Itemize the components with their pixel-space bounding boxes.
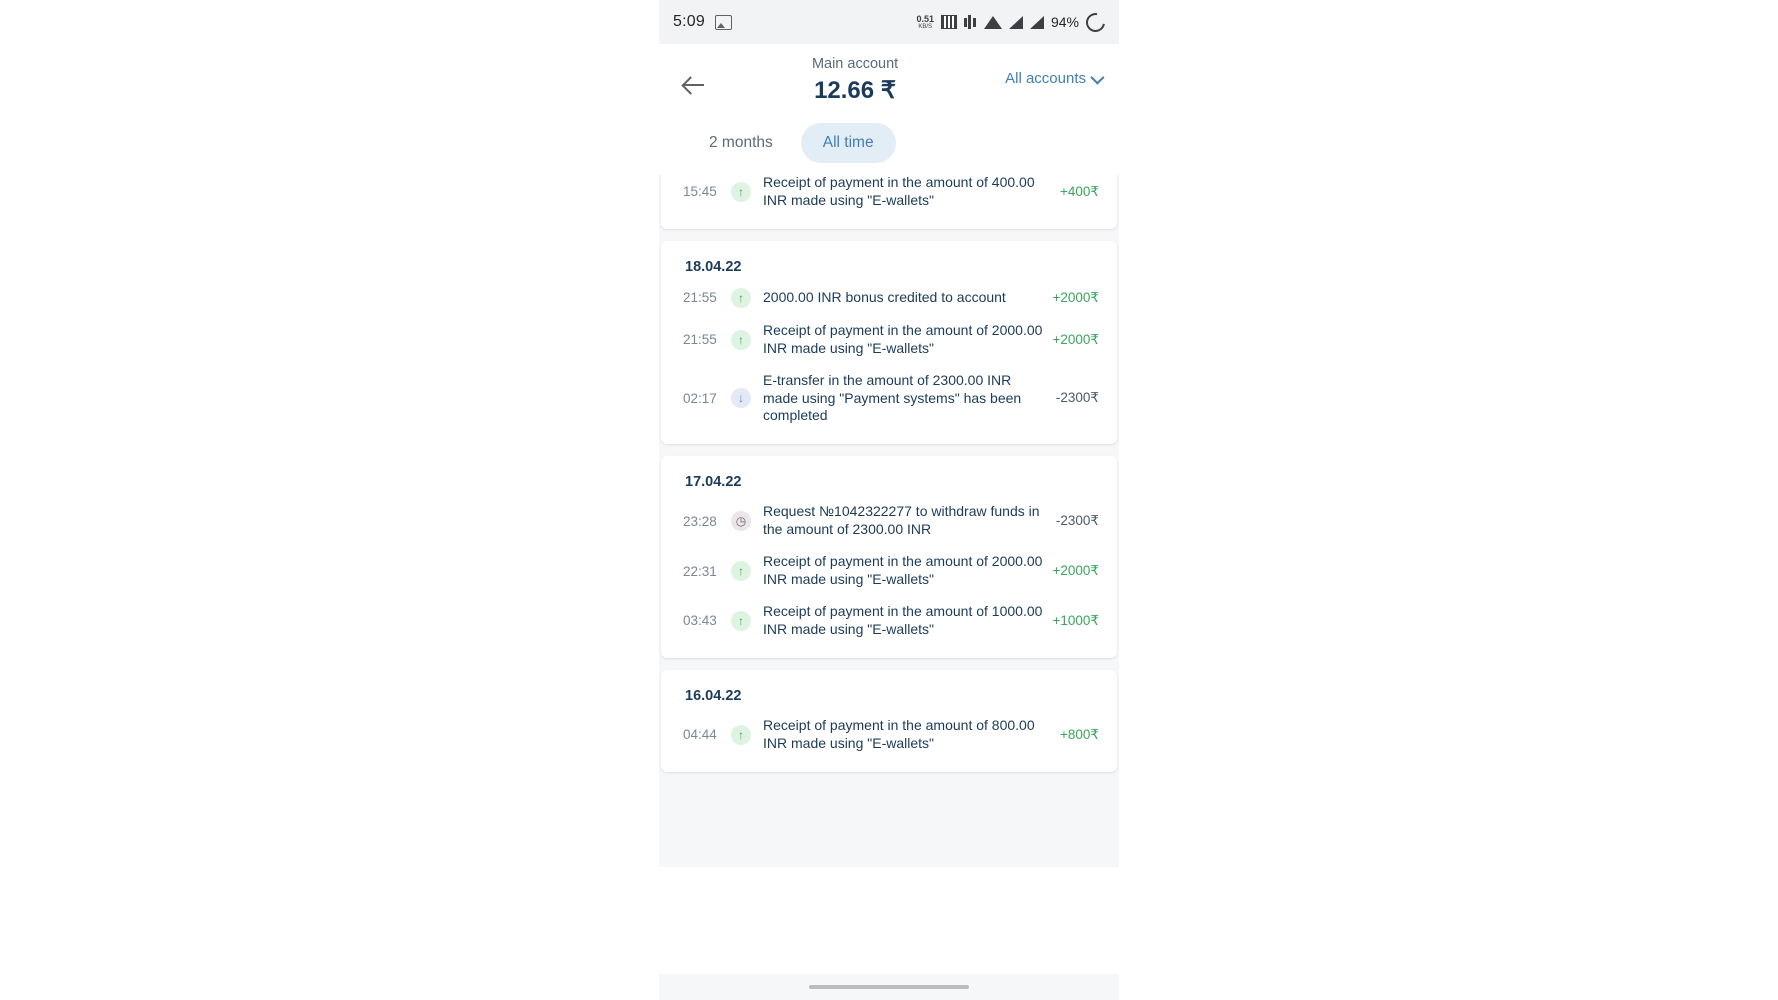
- transaction-description: 2000.00 INR bonus credited to account: [763, 288, 1006, 305]
- transaction-description: Receipt of payment in the amount of 800.00 INR made using "E-wallets": [763, 716, 1035, 751]
- transaction-row[interactable]: [667, 365, 1111, 433]
- transaction-description: Receipt of payment in the amount of 2000.00 INR made using "E-wallets": [763, 321, 1043, 356]
- account-balance: 12.66 ₹: [814, 77, 897, 104]
- transaction-group: [661, 456, 1117, 657]
- transaction-time: 03:43: [683, 613, 717, 629]
- transaction-description: Receipt of payment in the amount of 2000.00 INR made using "E-wallets": [763, 553, 1043, 588]
- all-accounts-selector[interactable]: [1005, 70, 1101, 87]
- chevron-down-icon: [1090, 70, 1104, 84]
- transaction-amount: +800₹: [1060, 726, 1099, 742]
- status-bar-clock: 5:09: [673, 13, 705, 30]
- transaction-time: 21:55: [683, 332, 717, 348]
- transaction-amount: +2000₹: [1052, 331, 1099, 347]
- phone-screen: [659, 0, 1119, 1000]
- transaction-description: Request №1042322277 to withdraw funds in the amount of 2300.00 INR: [763, 503, 1040, 538]
- tab-2-months[interactable]: 2 months: [709, 134, 773, 151]
- transaction-row[interactable]: [667, 496, 1111, 546]
- arrow-up-icon: ↑: [731, 725, 751, 745]
- back-arrow-icon: [684, 84, 704, 86]
- transaction-time: 15:45: [683, 184, 717, 200]
- transaction-group-date: 16.04.22: [685, 687, 742, 704]
- all-accounts-label: All accounts: [1005, 70, 1086, 87]
- transaction-time: 22:31: [683, 563, 717, 579]
- transaction-row[interactable]: [667, 175, 1111, 217]
- transaction-description: Receipt of payment in the amount of 1000.00 INR made using "E-wallets": [763, 602, 1043, 637]
- battery-circle-icon: [1082, 9, 1108, 35]
- network-speed-value: 0.51: [916, 13, 934, 24]
- sim-card-icon: [941, 15, 957, 29]
- system-navigation-bar: [659, 974, 1119, 1000]
- battery-percent-label: 94%: [1050, 14, 1079, 30]
- transaction-amount: +1000₹: [1052, 612, 1099, 628]
- transaction-time: 04:44: [683, 727, 717, 743]
- arrow-up-icon: ↑: [731, 611, 751, 631]
- home-indicator[interactable]: [809, 985, 969, 989]
- transaction-row[interactable]: [667, 596, 1111, 646]
- network-speed-unit: KB/S: [918, 23, 933, 30]
- transaction-amount: +400₹: [1060, 183, 1099, 199]
- transaction-group-date: 18.04.22: [685, 258, 742, 275]
- account-name-label: Main account: [811, 56, 899, 72]
- transaction-row[interactable]: [667, 315, 1111, 365]
- signal-bars-icon-2: [1030, 16, 1044, 29]
- arrow-up-icon: ↑: [731, 330, 751, 350]
- transaction-description: Receipt of payment in the amount of 400.00 INR made using "E-wallets": [763, 175, 1035, 208]
- period-tabs: [659, 109, 1119, 175]
- transaction-group-date: 17.04.22: [685, 474, 742, 491]
- transaction-time: 21:55: [683, 290, 717, 306]
- arrow-up-icon: ↑: [731, 182, 751, 202]
- transaction-time: 02:17: [683, 390, 717, 406]
- transaction-row[interactable]: [667, 546, 1111, 596]
- wifi-icon: [984, 16, 1002, 29]
- arrow-up-icon: ↑: [731, 561, 751, 581]
- image-icon: [715, 15, 732, 30]
- transaction-amount: -2300₹: [1055, 513, 1099, 529]
- transaction-row[interactable]: [667, 281, 1111, 315]
- transaction-list[interactable]: [659, 175, 1119, 867]
- transaction-amount: -2300₹: [1055, 390, 1099, 406]
- arrow-down-icon: ↓: [731, 388, 751, 408]
- tab-all-time[interactable]: All time: [801, 123, 896, 163]
- signal-bars-icon-1: [1009, 16, 1023, 29]
- transaction-amount: +2000₹: [1052, 563, 1099, 579]
- back-button[interactable]: [677, 68, 711, 102]
- app-header: [659, 44, 1119, 109]
- transaction-group: [661, 175, 1117, 229]
- transaction-group: [661, 670, 1117, 772]
- status-bar: [659, 0, 1119, 44]
- transaction-description: E-transfer in the amount of 2300.00 INR made using "Payment systems" has been completed: [763, 371, 1022, 424]
- transaction-time: 23:28: [683, 513, 717, 529]
- vibrate-icon: [964, 15, 977, 29]
- account-summary: [711, 56, 1005, 105]
- arrow-up-icon: ↑: [731, 288, 751, 308]
- transaction-row[interactable]: [667, 710, 1111, 760]
- transaction-amount: +2000₹: [1052, 289, 1099, 305]
- clock-icon: ◷: [731, 511, 751, 531]
- network-speed-indicator: [916, 15, 934, 30]
- transaction-group: [661, 241, 1117, 445]
